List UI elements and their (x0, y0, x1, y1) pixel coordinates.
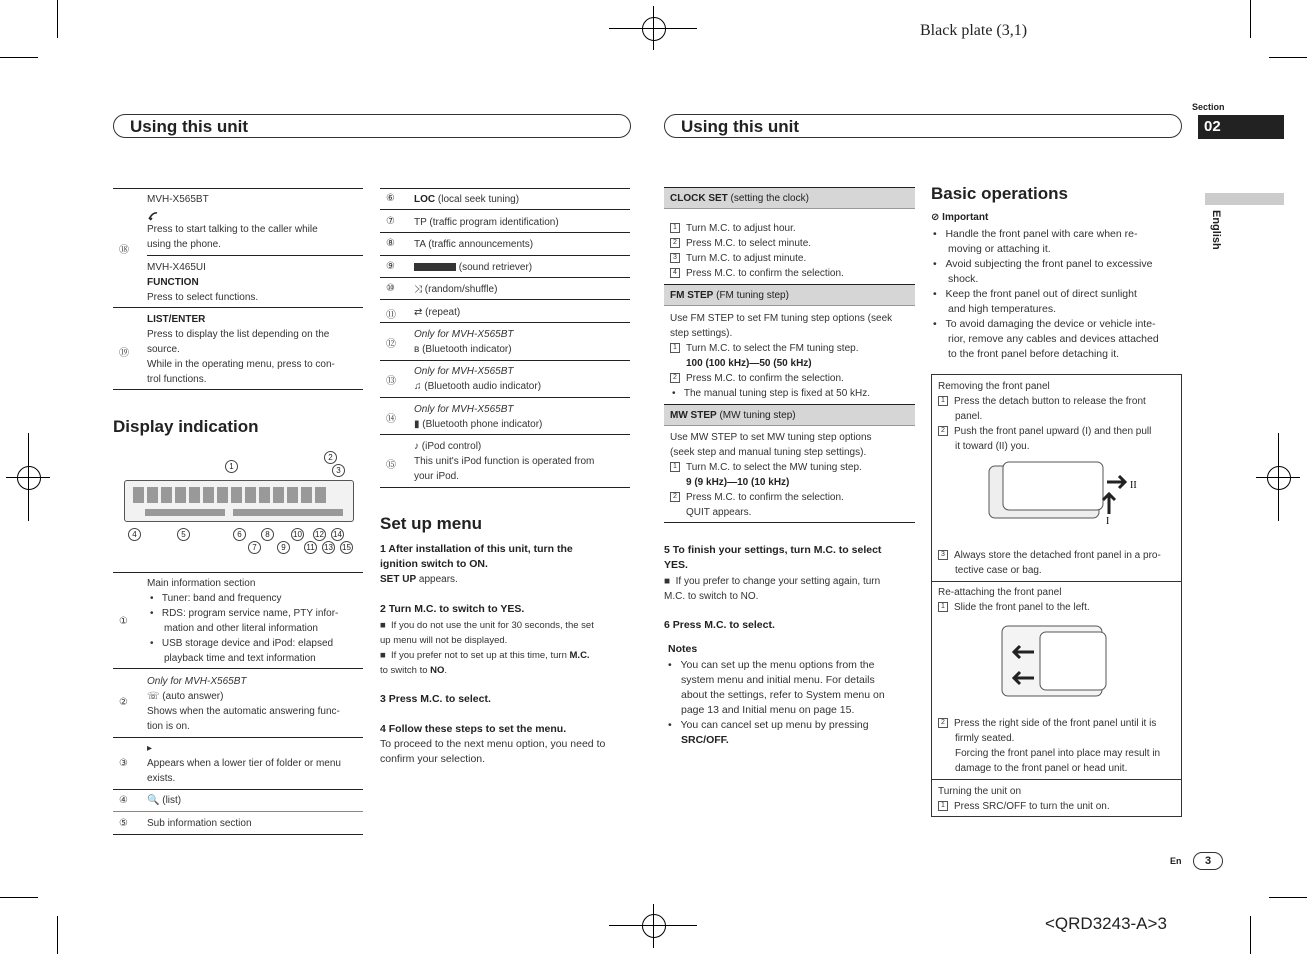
step-text: Forcing the front panel into place may result in (955, 748, 1161, 759)
step-text: Use MW STEP to set MW tuning step options (670, 432, 872, 443)
step-text: Turn M.C. to adjust minute. (686, 253, 807, 264)
bullet-text: The manual tuning step is fixed at 50 kHz. (683, 388, 871, 399)
setup-menu-heading: Set up menu (380, 514, 483, 533)
row-text: using the phone. (147, 239, 221, 250)
note-text: up menu will not be displayed. (380, 635, 508, 646)
header-text: (FM tuning step) (713, 290, 789, 301)
row-text: (Bluetooth phone indicator) (422, 419, 543, 430)
row-text: (local seek tuning) (435, 194, 520, 205)
step-text: Press SRC/OFF to turn the unit on. (954, 801, 1110, 812)
model-label: MVH-X565BT (147, 194, 209, 205)
step-text: Press M.C. to select minute. (686, 238, 812, 249)
folder-tier-icon: ▸ (147, 743, 153, 754)
step-heading: 2 Turn M.C. to switch to YES. (380, 603, 525, 615)
shuffle-icon: ⤨ (414, 284, 422, 295)
row-text: (random/shuffle) (422, 284, 498, 295)
plate-label: Black plate (3,1) (920, 22, 1028, 39)
row-number: ⑭ (386, 414, 396, 425)
row-text: trol functions. (147, 374, 207, 385)
bullet-text: mation and other literal information (164, 623, 318, 634)
search-icon: 🔍 (147, 795, 160, 806)
right-page-title-bar (664, 114, 1182, 138)
bullet-text: playback time and text information (164, 653, 316, 664)
mw-step-header (664, 404, 915, 426)
note-text: to switch to (380, 665, 431, 676)
ipod-icon: ♪ (414, 441, 419, 452)
bullet-text: RDS: program service name, PTY infor- (161, 608, 339, 619)
row-text: (sound retriever) (456, 262, 533, 273)
auto-answer-icon: ☏ (147, 691, 160, 702)
step-text: Press the right side of the front panel until it is (954, 718, 1157, 729)
caution-icon: ⊘ (931, 212, 940, 223)
fm-step-header (664, 284, 915, 306)
list-enter-label: LIST/ENTER (147, 314, 206, 325)
row-number: ⑪ (386, 310, 396, 321)
bluetooth-icon: ʙ (414, 344, 420, 355)
model-note: Only for MVH-X565BT (414, 404, 514, 415)
detach-panel-illustration (985, 458, 1145, 533)
row-text: Press to start talking to the caller while (147, 224, 318, 235)
step-text: To proceed to the next menu option, you need to (380, 738, 606, 750)
row-number: ⑩ (386, 283, 395, 294)
row-text: TP (traffic program identification) (414, 217, 559, 228)
step-text: damage to the front panel or head unit. (955, 763, 1128, 774)
mc-label: M.C. (569, 650, 590, 661)
step-text: Press M.C. to confirm the selection. (686, 373, 844, 384)
step-text: panel. (955, 411, 983, 422)
repeat-icon: ⇄ (414, 307, 423, 318)
bullet-text: moving or attaching it. (948, 243, 1051, 255)
row-number: ⑧ (386, 238, 395, 249)
attach-panel-illustration (1000, 622, 1110, 707)
row-text: (list) (162, 795, 182, 806)
step-text: firmly seated. (955, 733, 1015, 744)
note-text: You can set up the menu options from the (680, 659, 875, 671)
clock-set-label: CLOCK SET (670, 193, 728, 204)
row-number: ⑨ (386, 261, 395, 272)
svg-text:I: I (1106, 516, 1110, 527)
row-text: Appears when a lower tier of folder or menu (147, 758, 341, 769)
row-number: ⑦ (386, 216, 395, 227)
bullet-text: shock. (948, 273, 979, 285)
bullet-text: Keep the front panel out of direct sunlight (945, 288, 1137, 300)
row-text: tion is on. (147, 721, 190, 732)
step-text: tective case or bag. (955, 565, 1042, 576)
bullet-text: USB storage device and iPod: elapsed (161, 638, 334, 649)
note-text: about the settings, refer to System menu on (681, 689, 885, 701)
step-text: QUIT appears. (686, 507, 752, 518)
fm-step-label: FM STEP (670, 290, 714, 301)
step-text: step settings). (670, 328, 733, 339)
note-text: If you do not use the unit for 30 seconds, the set (391, 620, 594, 631)
basic-operations-heading: Basic operations (931, 184, 1068, 203)
note-text: If you prefer to change your setting again, turn (675, 576, 881, 587)
step-text: it toward (II) you. (955, 441, 1030, 452)
left-page-title: Using this unit (130, 117, 249, 136)
row-number: ⑥ (386, 193, 395, 204)
language-label: English (1210, 210, 1222, 250)
row-text: TA (traffic announcements) (414, 239, 534, 250)
step-heading: 3 Press M.C. to select. (380, 693, 491, 705)
model-note: Only for MVH-X565BT (414, 329, 514, 340)
document-code: <QRD3243-A>3 (1045, 914, 1167, 933)
removing-title: Removing the front panel (938, 381, 1050, 392)
bullet-text: rior, remove any cables and devices attached (948, 333, 1159, 345)
step-text: Press M.C. to confirm the selection. (686, 492, 844, 503)
clock-set-header (664, 187, 915, 209)
bullet-text: Handle the front panel with care when re- (945, 228, 1138, 240)
sound-retriever-icon (414, 263, 456, 271)
row-number: ⑮ (386, 460, 396, 471)
step-heading: ignition switch to ON. (380, 558, 488, 570)
step-values: 9 (9 kHz)—10 (10 kHz) (686, 477, 790, 488)
step-text: Turn M.C. to adjust hour. (686, 223, 796, 234)
note-text: If you prefer not to set up at this time, turn (391, 650, 570, 661)
step-heading: 6 Press M.C. to select. (664, 619, 775, 631)
setup-label: SET UP (380, 574, 417, 585)
row-text: (Bluetooth indicator) (422, 344, 512, 355)
row-text: exists. (147, 773, 176, 784)
step-text: confirm your selection. (380, 753, 486, 765)
row-text: This unit's iPod function is operated from (414, 456, 595, 467)
header-text: (MW tuning step) (716, 410, 796, 421)
row-text: (Bluetooth audio indicator) (424, 381, 542, 392)
important-label: Important (942, 212, 989, 223)
step-text: appears. (416, 574, 458, 585)
turning-title: Turning the unit on (938, 786, 1022, 797)
row-text: (auto answer) (162, 691, 224, 702)
step-text: Slide the front panel to the left. (954, 602, 1090, 613)
row-number: ⑲ (119, 348, 129, 359)
row-text: Main information section (147, 578, 256, 589)
row-number: ⑱ (119, 245, 129, 256)
notes-heading: Notes (668, 643, 698, 655)
page-number: 3 (1193, 852, 1223, 870)
step-text: (seek step and manual tuning step settings). (670, 447, 867, 458)
step-text: Turn M.C. to select the MW tuning step. (686, 462, 862, 473)
step-text: Press M.C. to confirm the selection. (686, 268, 844, 279)
left-page-title-bar (113, 114, 631, 138)
row-number: ③ (119, 758, 128, 769)
row-number: ① (119, 616, 128, 627)
row-text: Press to select functions. (147, 292, 259, 303)
row-text: Press to display the list depending on the (147, 329, 330, 340)
header-text: (setting the clock) (727, 193, 809, 204)
attaching-title: Re-attaching the front panel (938, 587, 1062, 598)
function-label: FUNCTION (147, 277, 199, 288)
row-number: ④ (119, 795, 128, 806)
row-number: ⑫ (386, 339, 396, 350)
section-number: 02 (1198, 115, 1284, 139)
phone-icon: ▮ (414, 419, 420, 430)
svg-text:II: II (1130, 480, 1137, 491)
no-label: NO (430, 665, 445, 676)
model-note: Only for MVH-X565BT (147, 676, 247, 687)
display-illustration (124, 480, 354, 522)
row-text: (repeat) (422, 307, 461, 318)
bullet-text: and high temperatures. (948, 303, 1056, 315)
step-heading: 4 Follow these steps to set the menu. (380, 723, 567, 735)
bullet-text: To avoid damaging the device or vehicle inte- (945, 318, 1156, 330)
section-label: Section (1192, 102, 1225, 112)
language-tab (1205, 193, 1284, 205)
bullet-text: to the front panel before detaching it. (948, 348, 1120, 360)
row-text: source. (147, 344, 180, 355)
step-values: 100 (100 kHz)—50 (50 kHz) (686, 358, 812, 369)
music-note-icon: ♫ (414, 381, 422, 392)
note-text: page 13 and Initial menu on page 15. (681, 704, 855, 716)
note-text: system menu and initial menu. For details (681, 674, 875, 686)
step-heading: 1 After installation of this unit, turn the (380, 543, 573, 555)
bullet-text: Avoid subjecting the front panel to excessive (945, 258, 1153, 270)
row-number: ⑤ (119, 818, 128, 829)
row-number: ⑬ (386, 376, 396, 387)
row-number: ② (119, 697, 128, 708)
mw-step-label: MW STEP (670, 410, 717, 421)
note-text: SRC/OFF. (681, 734, 729, 746)
footer-language: En (1170, 856, 1182, 866)
step-text: Press the detach button to release the front (954, 396, 1146, 407)
step-heading: YES. (664, 559, 688, 571)
model-label: MVH-X465UI (147, 262, 206, 273)
note-text: You can cancel set up menu by pressing (680, 719, 869, 731)
step-text: Push the front panel upward (I) and then pull (954, 426, 1152, 437)
step-text: Use FM STEP to set FM tuning step options (seek (670, 313, 893, 324)
row-text: Sub information section (147, 818, 252, 829)
row-text: (iPod control) (421, 441, 482, 452)
model-note: Only for MVH-X565BT (414, 366, 514, 377)
row-text: While in the operating menu, press to con- (147, 359, 335, 370)
right-page-title: Using this unit (681, 117, 800, 136)
row-text: Shows when the automatic answering func- (147, 706, 340, 717)
bullet-text: Tuner: band and frequency (161, 593, 282, 604)
display-indication-heading: Display indication (113, 417, 259, 436)
step-text: Turn M.C. to select the FM tuning step. (686, 343, 859, 354)
step-text: Always store the detached front panel in a pro- (954, 550, 1161, 561)
row-bold: LOC (414, 194, 436, 205)
row-text: your iPod. (414, 471, 460, 482)
note-text: M.C. to switch to NO. (664, 591, 759, 602)
step-heading: 5 To finish your settings, turn M.C. to select (664, 544, 882, 556)
